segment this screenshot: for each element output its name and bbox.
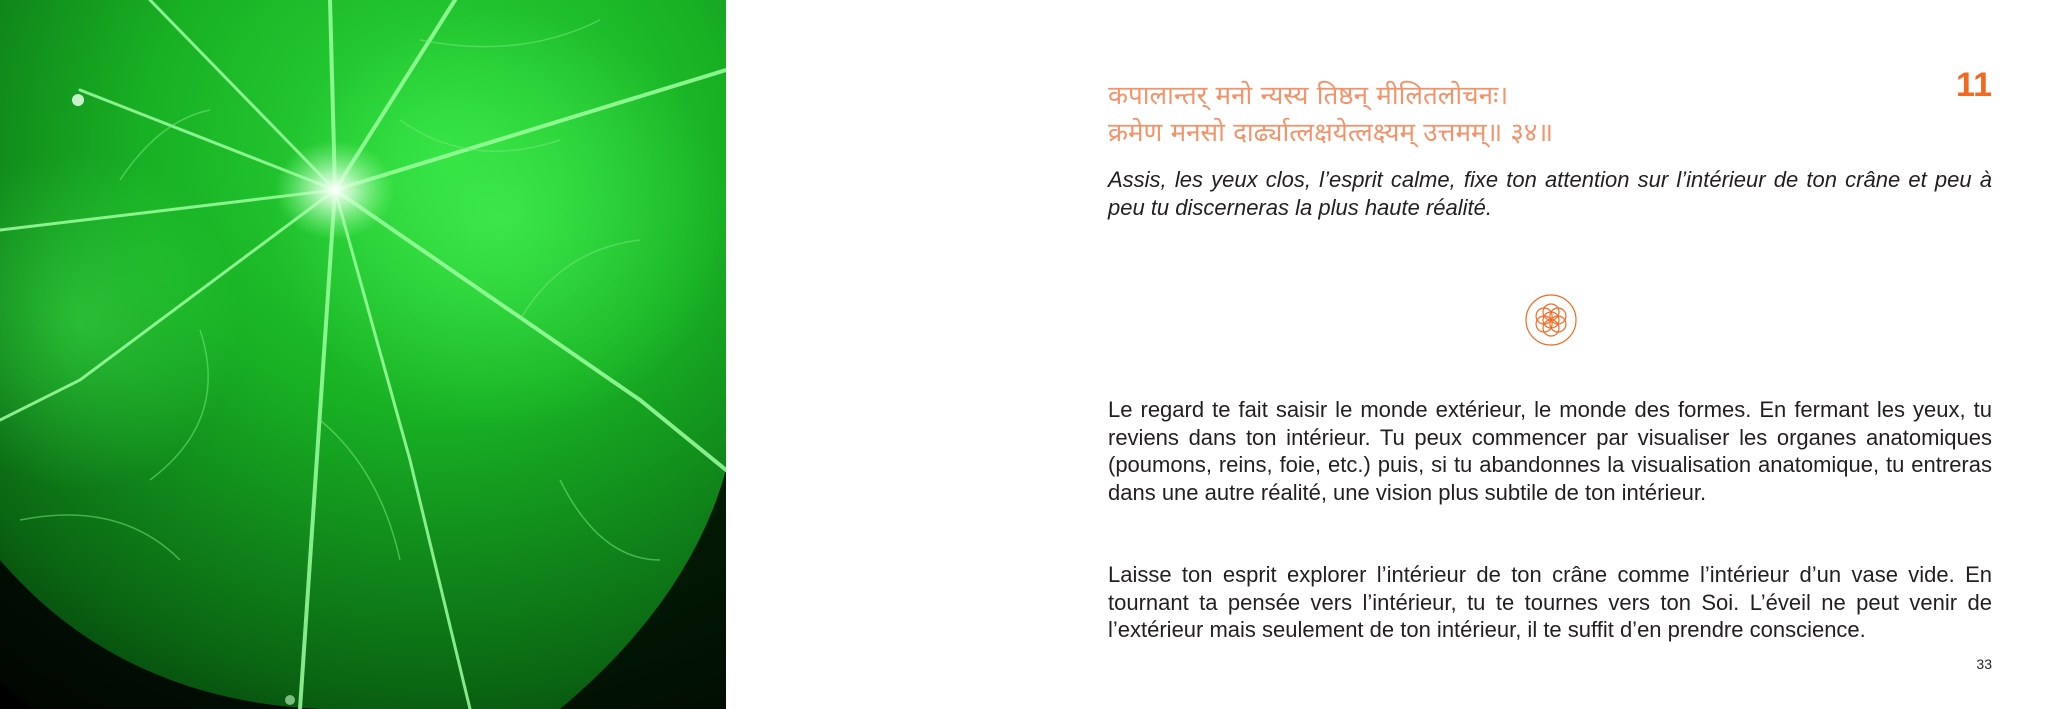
sanskrit-verse-line: कपालान्तर् मनो न्यस्य तिष्ठन् मीलितलोचनः। (1108, 81, 1509, 111)
leaf-photo (0, 0, 726, 709)
sanskrit-verse-line: क्रमेण मनसो दार्ढ्यात्लक्षयेत्लक्ष्यम् उत्तमम्॥ ३४॥ (1108, 118, 1554, 148)
verse-translation: Assis, les yeux clos, l’esprit calme, fixe ton attention sur l’intérieur de ton crâne et peu à peu tu discerneras la plus haute réalité. (1108, 167, 1992, 220)
body-paragraph: Le regard te fait saisir le monde extérieur, le monde des formes. En fermant les yeux, tu reviens dans ton intérieur. Tu peux commencer par visualiser les organes anatomiques (poumons, reins, foie, etc.) puis, si tu abandonnes la visualisation anatomique, tu entreras dans une autre réalité, une vision plus subtile de ton intérieur. (1108, 397, 1992, 505)
flower-of-life-icon (1523, 292, 1579, 348)
sanskrit-verse (1108, 78, 1648, 152)
body-paragraph: Laisse ton esprit explorer l’intérieur de ton crâne comme l’intérieur d’un vase vide. En tournant ta pensée vers l’intérieur, tu te tournes vers ton Soi. L’éveil ne peut venir de l’extérieur mais seulement de ton intérieur, il te suffit d’en prendre conscience. (1108, 562, 1992, 642)
chapter-number: 11 (1956, 66, 1992, 104)
flower-of-life-icon-graphic (1523, 292, 1579, 348)
leaf-photo-graphic (0, 0, 726, 709)
page-number: 33 (1976, 656, 1992, 672)
